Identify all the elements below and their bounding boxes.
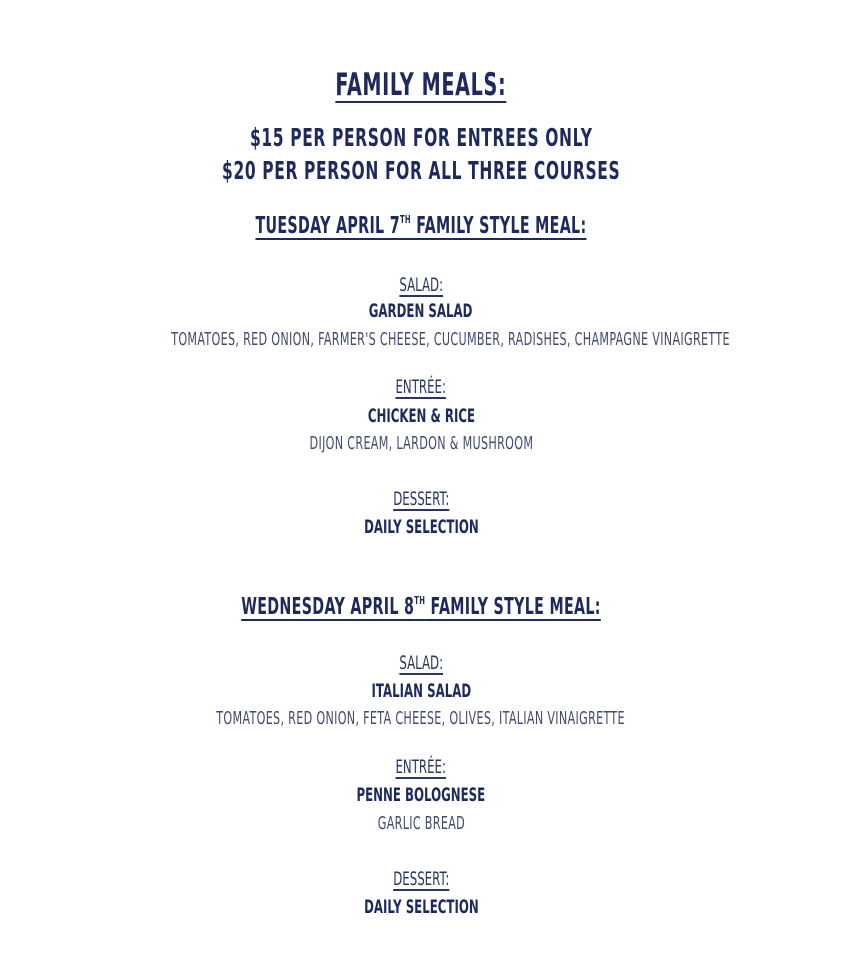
- day-heading-tuesday-ordinal: TH: [399, 213, 411, 226]
- dish-name-line: [0, 786, 842, 805]
- day-heading-wednesday: [241, 595, 601, 619]
- dish-description-line: [0, 435, 842, 453]
- price-line-entrees: [0, 125, 842, 150]
- course-label-line: [0, 276, 842, 295]
- wednesday-salad-description: TOMATOES, RED ONION, FETA CHEESE, OLIVES, ITALIAN VINAIGRETTE: [216, 708, 626, 729]
- course-label-line: [0, 654, 842, 673]
- page-title-line: [0, 67, 842, 103]
- tuesday-dessert-name: DAILY SELECTION: [363, 516, 479, 538]
- dish-name-line: [0, 898, 842, 917]
- day-heading-tuesday: [255, 214, 586, 238]
- tuesday-entree-label: ENTRÉE:: [395, 376, 447, 398]
- dish-name-line: [0, 682, 842, 701]
- dish-name-line: [0, 518, 842, 537]
- dish-description-line: [0, 815, 842, 833]
- day-heading-wednesday-date: WEDNESDAY APRIL 8: [241, 594, 415, 620]
- wednesday-dessert-name: DAILY SELECTION: [363, 896, 479, 918]
- day-heading-tuesday-rest: FAMILY STYLE MEAL:: [410, 213, 587, 239]
- tuesday-salad-name: GARDEN SALAD: [369, 300, 473, 322]
- price-all-courses: $20 PER PERSON FOR ALL THREE COURSES: [221, 156, 621, 185]
- day-heading-tuesday-date: TUESDAY APRIL 7: [255, 213, 400, 239]
- dish-description-line: [0, 331, 842, 349]
- tuesday-salad-description: TOMATOES, RED ONION, FARMER'S CHEESE, CUCUMBER, RADISHES, CHAMPAGNE VINAIGRETTE: [171, 329, 730, 350]
- wednesday-dessert-label: DESSERT:: [392, 868, 450, 890]
- course-label-line: [0, 378, 842, 397]
- wednesday-salad-name: ITALIAN SALAD: [371, 680, 471, 702]
- price-entrees-only: $15 PER PERSON FOR ENTREES ONLY: [249, 123, 593, 152]
- tuesday-salad-label: SALAD:: [399, 274, 443, 296]
- price-line-three-courses: [0, 158, 842, 183]
- day-heading-wednesday-rest: FAMILY STYLE MEAL:: [425, 594, 601, 620]
- day-heading-wednesday-ordinal: TH: [414, 594, 426, 607]
- day-heading-line-tuesday: [0, 214, 842, 238]
- tuesday-entree-name: CHICKEN & RICE: [367, 405, 475, 427]
- page-title: FAMILY MEALS:: [335, 67, 507, 103]
- dish-name-line: [0, 407, 842, 426]
- dish-name-line: [0, 302, 842, 321]
- wednesday-entree-name: PENNE BOLOGNESE: [356, 784, 486, 806]
- tuesday-entree-description: DIJON CREAM, LARDON & MUSHROOM: [309, 433, 533, 454]
- wednesday-entree-description: GARLIC BREAD: [377, 813, 465, 834]
- wednesday-entree-label: ENTRÉE:: [395, 756, 447, 778]
- tuesday-dessert-label: DESSERT:: [392, 488, 450, 510]
- day-heading-line-wednesday: [0, 595, 842, 619]
- course-label-line: [0, 758, 842, 777]
- dish-description-line: [0, 710, 842, 728]
- course-label-line: [0, 490, 842, 509]
- course-label-line: [0, 870, 842, 889]
- wednesday-salad-label: SALAD:: [399, 652, 443, 674]
